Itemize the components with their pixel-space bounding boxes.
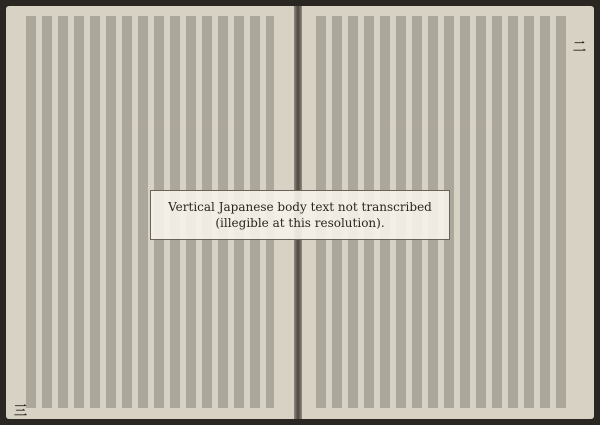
transcription-notice: Vertical Japanese body text not transcribed (illegible at this resolution). bbox=[150, 190, 450, 240]
left-page-number: 三 bbox=[14, 404, 28, 419]
right-page-number: 二 bbox=[572, 40, 586, 55]
